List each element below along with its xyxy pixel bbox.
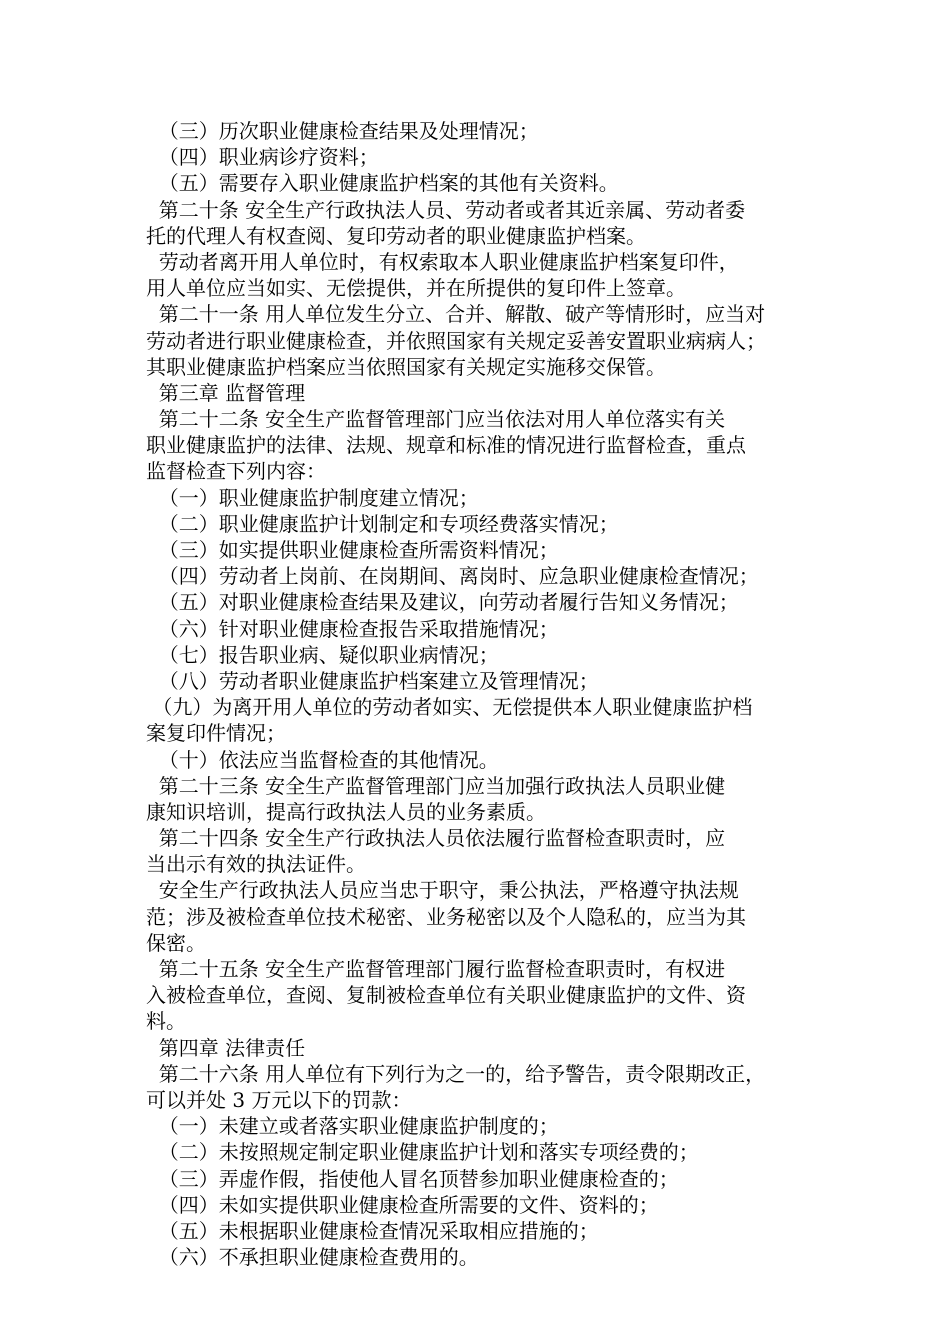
text-line: （二）未按照规定制定职业健康监护计划和落实专项经费的； [146, 1140, 699, 1165]
text-line: 范；涉及被检查单位技术秘密、业务秘密以及个人隐私的，应当为其 [146, 904, 746, 929]
text-line: （四）劳动者上岗前、在岗期间、离岗时、应急职业健康检查情况； [146, 564, 759, 589]
text-line: （八）劳动者职业健康监护档案建立及管理情况； [146, 668, 599, 693]
text-line: （二）职业健康监护计划制定和专项经费落实情况； [146, 511, 619, 536]
text-line: （九）为离开用人单位的劳动者如实、无偿提供本人职业健康监护档 [146, 695, 753, 720]
text-line: 监督检查下列内容： [146, 459, 326, 484]
text-line: （一）职业健康监护制度建立情况； [146, 485, 479, 510]
text-line: 第二十一条 用人单位发生分立、合并、解散、破产等情形时，应当对 [146, 302, 766, 327]
text-line: （六）不承担职业健康检查费用的。 [146, 1245, 479, 1270]
text-line: （五）对职业健康检查结果及建议，向劳动者履行告知义务情况； [146, 590, 739, 615]
text-line: 可以并处 3 万元以下的罚款： [146, 1087, 412, 1112]
text-line: 第二十四条 安全生产行政执法人员依法履行监督检查职责时，应 [146, 826, 726, 851]
chapter-heading: 第三章 监督管理 [146, 380, 306, 405]
text-line: （三）弄虚作假，指使他人冒名顶替参加职业健康检查的； [146, 1166, 679, 1191]
text-line: 案复印件情况； [146, 721, 286, 746]
text-line: （六）针对职业健康检查报告采取措施情况； [146, 616, 559, 641]
text-line: 第二十五条 安全生产监督管理部门履行监督检查职责时，有权进 [146, 957, 726, 981]
document-body [146, 118, 812, 1270]
text-line: （一）未建立或者落实职业健康监护制度的； [146, 1114, 559, 1139]
text-line: 当出示有效的执法证件。 [146, 852, 366, 877]
text-line: 料。 [146, 1009, 186, 1034]
text-line: （三）如实提供职业健康检查所需资料情况； [146, 538, 559, 562]
text-line: （七）报告职业病、疑似职业病情况； [146, 642, 499, 667]
chapter-heading: 第四章 法律责任 [146, 1035, 306, 1060]
text-line: 第二十条 安全生产行政执法人员、劳动者或者其近亲属、劳动者委 [146, 197, 746, 222]
text-line: 第二十三条 安全生产监督管理部门应当加强行政执法人员职业健 [146, 773, 726, 798]
text-line: 安全生产行政执法人员应当忠于职守，秉公执法，严格遵守执法规 [146, 878, 739, 903]
text-line: 用人单位应当如实、无偿提供，并在所提供的复印件上签章。 [146, 276, 686, 301]
text-line: 托的代理人有权查阅、复印劳动者的职业健康监护档案。 [146, 223, 646, 248]
text-line: 其职业健康监护档案应当依照国家有关规定实施移交保管。 [146, 354, 666, 379]
text-line: 保密。 [146, 930, 206, 955]
text-line: 入被检查单位，查阅、复制被检查单位有关职业健康监护的文件、资 [146, 983, 746, 1008]
text-line: （四）职业病诊疗资料； [146, 145, 379, 170]
text-line: 第二十六条 用人单位有下列行为之一的，给予警告，责令限期改正， [146, 1061, 766, 1086]
text-line: 职业健康监护的法律、法规、规章和标准的情况进行监督检查，重点 [146, 433, 746, 458]
text-line: 劳动者离开用人单位时，有权索取本人职业健康监护档案复印件， [146, 249, 739, 274]
text-line: （四）未如实提供职业健康检查所需要的文件、资料的； [146, 1192, 659, 1217]
text-line: （三）历次职业健康检查结果及处理情况； [146, 119, 539, 143]
text-line: 康知识培训，提高行政执法人员的业务素质。 [146, 799, 546, 824]
text-line: 劳动者进行职业健康检查，并依照国家有关规定妥善安置职业病病人； [146, 328, 766, 353]
text-line: （五）未根据职业健康检查情况采取相应措施的； [146, 1218, 599, 1243]
text-line: （十）依法应当监督检查的其他情况。 [146, 747, 499, 772]
text-line: （五）需要存入职业健康监护档案的其他有关资料。 [146, 171, 619, 196]
text-line: 第二十二条 安全生产监督管理部门应当依法对用人单位落实有关 [146, 407, 726, 432]
